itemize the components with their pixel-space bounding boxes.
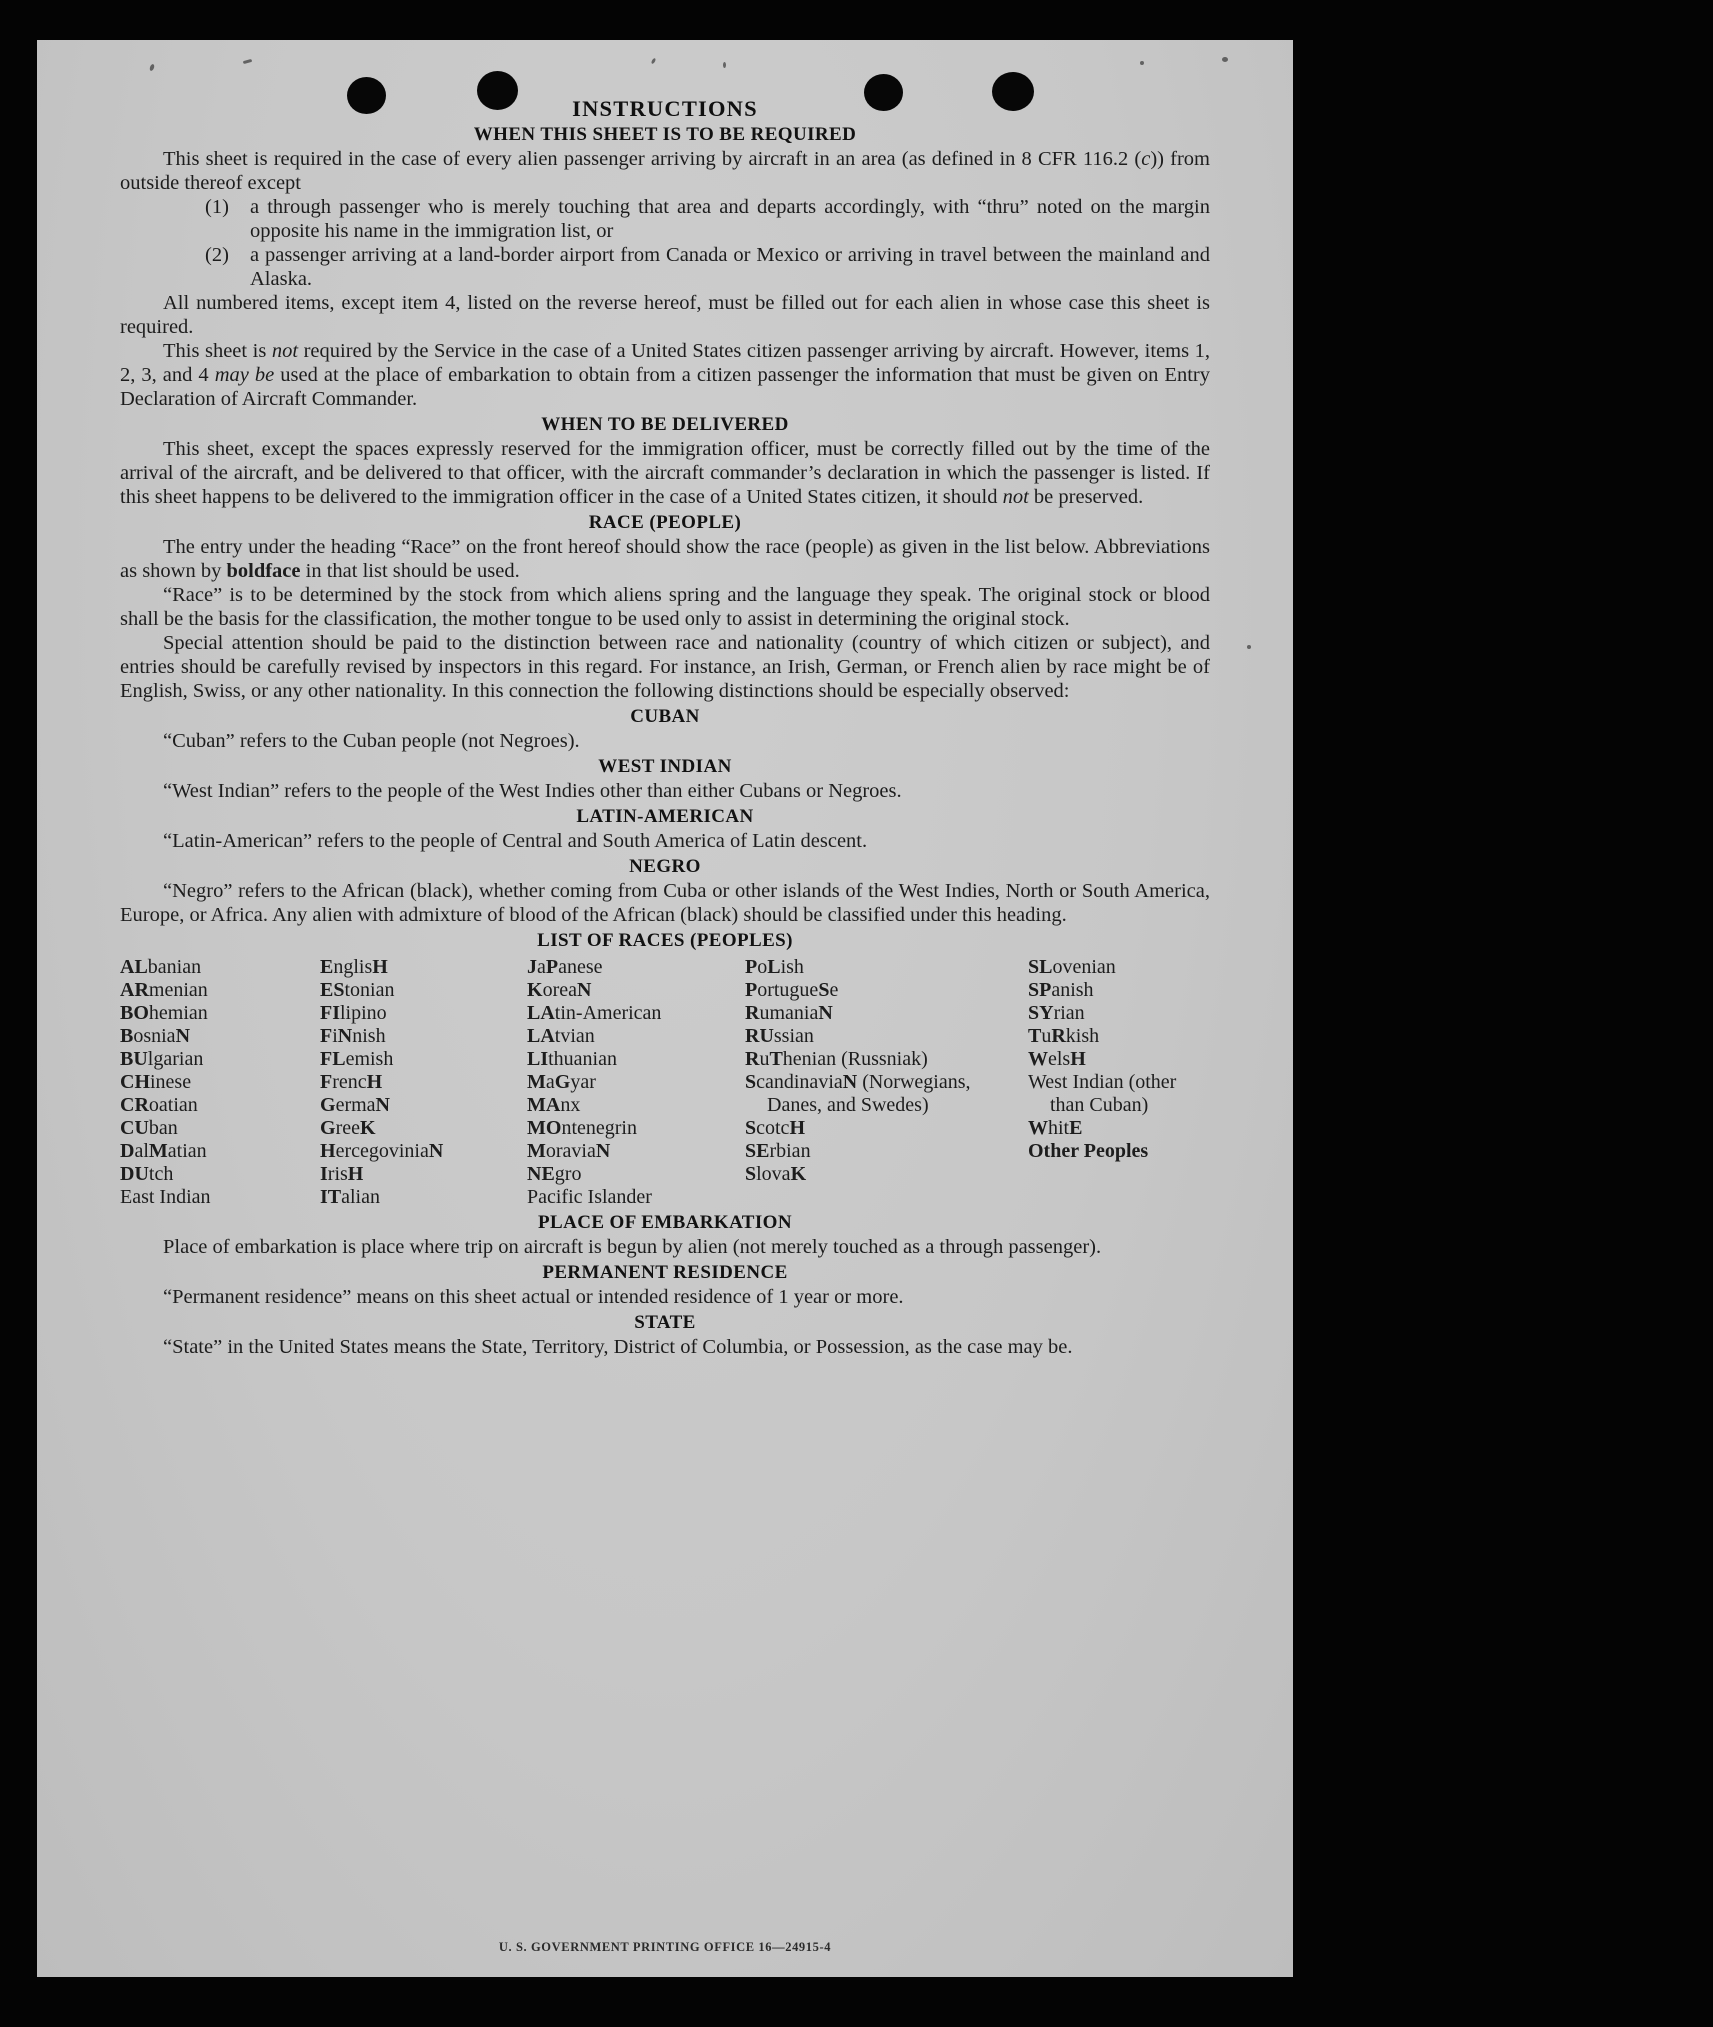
text: umania — [759, 1002, 819, 1024]
race-item — [1028, 1117, 1210, 1140]
scan-artifact — [1247, 645, 1251, 649]
bold-text: J — [527, 956, 537, 978]
bold-text: W — [1028, 1117, 1048, 1139]
text: oravia — [545, 1140, 596, 1162]
race-item — [120, 1140, 320, 1163]
bold-text: G — [320, 1117, 336, 1139]
bold-text: FI — [320, 1002, 340, 1024]
text: inese — [150, 1071, 192, 1093]
text: ovenian — [1052, 956, 1116, 978]
bold-text: S — [745, 1071, 757, 1093]
text: renc — [332, 1071, 367, 1093]
punch-hole — [477, 71, 518, 110]
bold-text: P — [745, 956, 758, 978]
text: The entry under the heading “Race” on the front hereof should show the race (people) as given in the list below. Abbreviations as shown by — [120, 536, 1210, 582]
text: lgarian — [147, 1048, 204, 1070]
paragraph — [120, 147, 1210, 195]
race-item — [320, 1002, 527, 1025]
text: alian — [341, 1186, 380, 1208]
bold-text: E — [320, 956, 334, 978]
text: al — [134, 1140, 149, 1162]
text: a — [545, 1071, 555, 1093]
text: nish — [352, 1025, 386, 1047]
text: used at the place of embarkation to obtain from a citizen passenger the information that must be given on Entry Declaration of Aircraft Commander. — [120, 364, 1210, 410]
text: Pacific Islander — [527, 1186, 652, 1208]
text: u — [759, 1048, 770, 1070]
scan-artifact — [723, 62, 726, 68]
bold-text: P — [745, 979, 758, 1001]
section-heading: LATIN-AMERICAN — [576, 806, 754, 827]
race-item — [320, 1025, 527, 1048]
bold-text: T — [769, 1048, 783, 1070]
bold-text: L — [767, 956, 781, 978]
text: tvian — [554, 1025, 595, 1047]
text: tch — [148, 1163, 174, 1185]
text: banian — [147, 956, 202, 978]
race-item — [120, 1186, 320, 1209]
paragraph — [120, 829, 1210, 853]
race-item — [1028, 1140, 1210, 1163]
paragraph — [120, 583, 1210, 631]
bold-text: FL — [320, 1048, 346, 1070]
scan-artifact — [1222, 57, 1228, 62]
bold-text: K — [790, 1163, 807, 1185]
text: nglis — [333, 956, 373, 978]
bold-text: DU — [120, 1163, 149, 1185]
text: kish — [1065, 1025, 1100, 1047]
text: a passenger arriving at a land-border airport from Canada or Mexico or arriving in travel between the mainland and Alaska. — [250, 244, 1210, 290]
bold-text: LI — [527, 1048, 549, 1070]
text: e — [829, 979, 839, 1001]
text: ortugue — [757, 979, 819, 1001]
bold-text: D — [120, 1140, 135, 1162]
text: Place of embarkation is place where trip on aircraft is begun by alien (not merely touched as a through passenger). — [163, 1236, 1102, 1258]
bold-text: CR — [120, 1094, 149, 1116]
text: gro — [554, 1163, 582, 1185]
bold-text: N — [175, 1025, 191, 1047]
bold-text: CU — [120, 1117, 149, 1139]
text: els — [1048, 1048, 1071, 1070]
bold-text: NE — [527, 1163, 555, 1185]
text: orea — [542, 979, 577, 1001]
section-heading: WEST INDIAN — [598, 756, 732, 777]
italic-text: may be — [214, 364, 275, 386]
text: oatian — [148, 1094, 198, 1116]
punch-hole — [864, 74, 903, 111]
bold-text: N — [576, 979, 592, 1001]
bold-text: G — [320, 1094, 336, 1116]
bold-text: P — [545, 956, 559, 978]
section-heading: WHEN TO BE DELIVERED — [541, 414, 789, 435]
race-item — [320, 1163, 527, 1186]
races-list — [120, 956, 1210, 1209]
bold-text: Other Peoples — [1028, 1140, 1149, 1162]
paragraph — [120, 339, 1210, 411]
text: tonian — [344, 979, 395, 1001]
text: thuanian — [548, 1048, 617, 1070]
paragraph — [120, 291, 1210, 339]
race-item — [120, 979, 320, 1002]
section-heading: STATE — [634, 1312, 696, 1333]
document-title: INSTRUCTIONS — [572, 96, 758, 121]
paragraph — [120, 1335, 1210, 1359]
text: tin-American — [554, 1002, 662, 1024]
race-item — [120, 1048, 320, 1071]
text: ercegovinia — [335, 1140, 429, 1162]
bold-text: MO — [527, 1117, 562, 1139]
section-heading: LIST OF RACES (PEOPLES) — [537, 930, 793, 951]
punch-hole — [347, 77, 386, 114]
race-item — [527, 979, 745, 1002]
bold-text: K — [359, 1117, 376, 1139]
text: emish — [345, 1048, 394, 1070]
text: o — [757, 956, 768, 978]
race-item — [120, 1071, 320, 1094]
text: erma — [335, 1094, 376, 1116]
bold-text: R — [745, 1048, 760, 1070]
text: “Latin-American” refers to the people of Central and South America of Latin descent. — [163, 830, 868, 852]
race-item — [320, 1140, 527, 1163]
race-item — [527, 956, 745, 979]
text: lova — [756, 1163, 791, 1185]
text: ban — [148, 1117, 178, 1139]
text: menian — [148, 979, 208, 1001]
race-item — [527, 1163, 745, 1186]
text: osnia — [133, 1025, 176, 1047]
text: West Indian (other than Cuban) — [1028, 1071, 1177, 1116]
bold-text: LA — [527, 1025, 555, 1047]
race-item — [120, 956, 320, 979]
race-item — [1028, 1071, 1210, 1117]
paragraph — [120, 1285, 1210, 1309]
text: Special attention should be paid to the distinction between race and nationality (country of which citizen or subject), and entries should be carefully revised by inspectors in this regard. For instance, an Irish, German, or French alien by race might be of English, Swiss, or any other nationality. In this connection the following distinctions should be especially observed: — [120, 632, 1210, 702]
text: required by the Service in the case of a United States citizen passenger arriving by aircraft. However, items 1, 2, 3, and 4 — [120, 340, 1211, 386]
race-item — [527, 1186, 745, 1209]
text: cotc — [756, 1117, 790, 1139]
text: “Cuban” refers to the Cuban people (not Negroes). — [163, 730, 580, 752]
race-item — [120, 1094, 320, 1117]
race-item — [320, 1071, 527, 1094]
text: candinavia — [756, 1071, 843, 1093]
document-body — [37, 40, 1293, 1940]
text: rbian — [769, 1140, 811, 1162]
race-item — [320, 956, 527, 979]
text: hit — [1048, 1117, 1070, 1139]
race-item — [527, 1140, 745, 1163]
bold-text: M — [527, 1071, 546, 1093]
race-item — [745, 1140, 1028, 1163]
race-item — [527, 1117, 745, 1140]
italic-text: not — [1002, 486, 1029, 508]
race-item — [1028, 1048, 1210, 1071]
race-item — [527, 1048, 745, 1071]
text: yar — [570, 1071, 596, 1093]
bold-text: SP — [1028, 979, 1052, 1001]
races-column — [745, 956, 1028, 1209]
text: This sheet is required in the case of every alien passenger arriving by aircraft in an area (as defined in 8 CFR 116.2 ( — [163, 148, 1142, 170]
paragraph — [120, 535, 1210, 583]
bold-text: ES — [320, 979, 345, 1001]
race-item — [320, 979, 527, 1002]
races-column — [320, 956, 527, 1209]
race-item — [745, 956, 1028, 979]
paragraph — [120, 631, 1210, 703]
bold-text: H — [366, 1071, 383, 1093]
text: anese — [558, 956, 603, 978]
bold-text: N — [337, 1025, 353, 1047]
race-item — [320, 1048, 527, 1071]
italic-text: c — [1141, 148, 1151, 170]
race-item — [120, 1002, 320, 1025]
bold-text: N — [428, 1140, 444, 1162]
bold-text: S — [818, 979, 830, 1001]
race-item — [745, 979, 1028, 1002]
race-item — [1028, 956, 1210, 979]
punch-hole — [992, 72, 1034, 111]
bold-text: SL — [1028, 956, 1053, 978]
race-item — [320, 1094, 527, 1117]
bold-text: CH — [120, 1071, 150, 1093]
race-item — [120, 1117, 320, 1140]
races-column — [1028, 956, 1210, 1209]
bold-text: G — [554, 1071, 571, 1093]
text: u — [1041, 1025, 1052, 1047]
bold-text: M — [527, 1140, 546, 1162]
text: in that list should be used. — [300, 560, 520, 582]
paragraph — [120, 437, 1210, 509]
text: “Permanent residence” means on this sheet actual or intended residence of 1 year or more. — [163, 1286, 904, 1308]
section-heading: CUBAN — [630, 706, 700, 727]
paragraph — [120, 729, 1210, 753]
bold-text: W — [1028, 1048, 1048, 1070]
text: ssian — [773, 1025, 814, 1047]
race-item — [745, 1071, 1028, 1117]
bold-text: T — [1028, 1025, 1042, 1047]
text: hemian — [148, 1002, 208, 1024]
bold-text: B — [120, 1025, 134, 1047]
bold-text: F — [320, 1025, 333, 1047]
race-item — [527, 1025, 745, 1048]
text: “Race” is to be determined by the stock from which aliens spring and the language they speak. The original stock or blood shall be the basis for the classification, the mother tongue to be used only to assist in determining the original stock. — [120, 584, 1210, 630]
text: rian — [1053, 1002, 1085, 1024]
text: a — [537, 956, 546, 978]
race-item — [527, 1002, 745, 1025]
scan-artifact — [1140, 61, 1144, 65]
race-item — [1028, 1002, 1210, 1025]
text: This sheet, except the spaces expressly reserved for the immigration officer, must be correctly filled out by the time of the arrival of the aircraft, and be delivered to that officer, with the aircraft commander’s declaration in which the passenger is listed. If this sheet happens to be delivered to the immigration officer in the case of a United States citizen, it should — [120, 438, 1210, 508]
race-item — [120, 1163, 320, 1186]
paragraph — [120, 879, 1210, 927]
text: This sheet is — [163, 340, 272, 362]
bold-text: AL — [120, 956, 148, 978]
race-item — [745, 1002, 1028, 1025]
race-item — [120, 1025, 320, 1048]
text: (Norwegians, Danes, and Swedes) — [767, 1071, 971, 1116]
scanned-sheet — [37, 40, 1293, 1977]
bold-text: BO — [120, 1002, 149, 1024]
bold-text: E — [1069, 1117, 1083, 1139]
bold-text: RU — [745, 1025, 774, 1047]
numbered-item — [120, 195, 1210, 243]
bold-text: LA — [527, 1002, 555, 1024]
bold-text: F — [320, 1071, 333, 1093]
paragraph — [120, 779, 1210, 803]
item-number: (1) — [205, 196, 229, 218]
text: lipino — [340, 1002, 387, 1024]
bold-text: BU — [120, 1048, 148, 1070]
italic-text: not — [271, 340, 299, 362]
text: All numbered items, except item 4, listed on the reverse hereof, must be filled out for each alien in whose case this sheet is required. — [120, 292, 1210, 338]
bold-text: H — [347, 1163, 364, 1185]
bold-text: R — [1051, 1025, 1066, 1047]
paragraph — [120, 1235, 1210, 1259]
text: atian — [167, 1140, 207, 1162]
text: anish — [1051, 979, 1094, 1001]
bold-text: IT — [320, 1186, 342, 1208]
text: “West Indian” refers to the people of the West Indies other than either Cubans or Negroes. — [163, 780, 902, 802]
bold-text: MA — [527, 1094, 561, 1116]
text: a through passenger who is merely touching that area and departs accordingly, with “thru” noted on the margin opposite his name in the immigration list, or — [250, 196, 1210, 242]
bold-text: SE — [745, 1140, 770, 1162]
item-number: (2) — [205, 244, 229, 266]
bold-text: H — [320, 1140, 336, 1162]
bold-text: H — [1070, 1048, 1086, 1070]
text: ris — [327, 1163, 348, 1185]
numbered-item — [120, 243, 1210, 291]
bold-text: N — [818, 1002, 833, 1024]
section-heading: RACE (PEOPLE) — [588, 512, 742, 533]
text: nx — [560, 1094, 581, 1116]
text: “Negro” refers to the African (black), whether coming from Cuba or other islands of the West Indies, North or South America, Europe, or Africa. Any alien with admixture of blood of the African (black) should be classified under this heading. — [120, 880, 1210, 926]
bold-text: H — [789, 1117, 805, 1139]
bold-text: H — [372, 956, 388, 978]
text: )) from outside thereof except — [120, 148, 1210, 194]
section-heading: PERMANENT RESIDENCE — [542, 1262, 788, 1283]
section-heading: PLACE OF EMBARKATION — [538, 1212, 792, 1233]
bold-text: I — [320, 1163, 328, 1185]
text: i — [332, 1025, 338, 1047]
race-item — [745, 1048, 1028, 1071]
section-heading: NEGRO — [629, 856, 701, 877]
bold-text: SY — [1028, 1002, 1054, 1024]
bold-text: S — [745, 1163, 757, 1185]
race-item — [320, 1117, 527, 1140]
text: “State” in the United States means the State, Territory, District of Columbia, or Possession, as the case may be. — [163, 1336, 1073, 1358]
race-item — [1028, 1025, 1210, 1048]
race-item — [745, 1163, 1028, 1186]
races-column — [527, 956, 745, 1209]
text: ish — [780, 956, 804, 978]
bold-text: K — [527, 979, 543, 1001]
bold-text: N — [595, 1140, 611, 1162]
race-item — [745, 1025, 1028, 1048]
text: East Indian — [120, 1186, 211, 1208]
bold-text: N — [842, 1071, 858, 1093]
race-item — [745, 1117, 1028, 1140]
text: ntenegrin — [561, 1117, 637, 1139]
text: be preserved. — [1028, 486, 1144, 508]
printing-office-footnote: U. S. GOVERNMENT PRINTING OFFICE 16—24915-4 — [498, 1940, 832, 1954]
bold-text: AR — [120, 979, 149, 1001]
bold-text: boldface — [226, 560, 301, 582]
race-item — [1028, 979, 1210, 1002]
section-heading: WHEN THIS SHEET IS TO BE REQUIRED — [473, 124, 857, 145]
race-item — [320, 1186, 527, 1209]
bold-text: R — [745, 1002, 760, 1024]
race-item — [527, 1094, 745, 1117]
bold-text: N — [375, 1094, 390, 1116]
race-item — [527, 1071, 745, 1094]
text: henian (Russniak) — [782, 1048, 928, 1070]
bold-text: S — [745, 1117, 757, 1139]
races-column — [120, 956, 320, 1209]
bold-text: M — [148, 1140, 168, 1162]
text: ree — [335, 1117, 360, 1139]
